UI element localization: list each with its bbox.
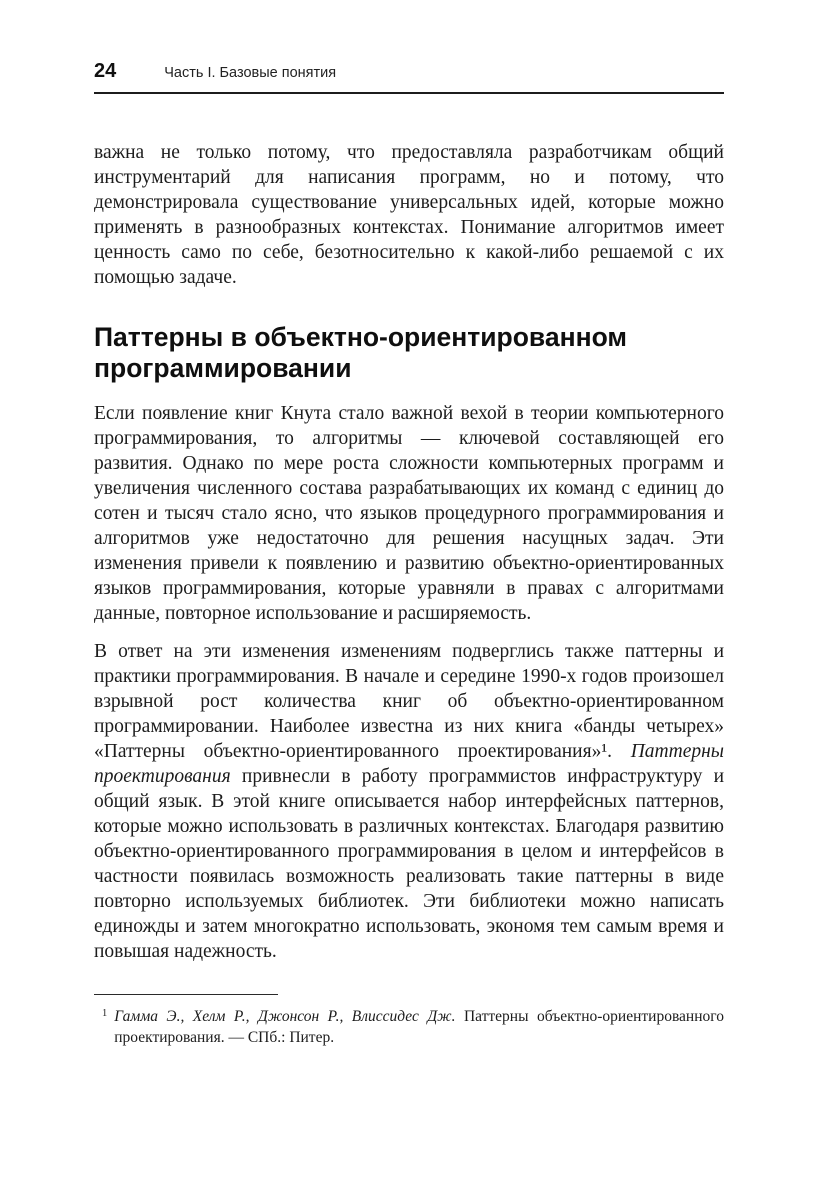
footnote-reference: Паттерны объектно-ориентированного проектирования. — СПб.: Питер.: [114, 1008, 724, 1046]
section-title: Часть I. Базовые понятия: [164, 65, 337, 81]
footnote-rule: [94, 994, 278, 995]
footnote-marker: 1: [102, 1008, 108, 1019]
paragraph-3: [94, 639, 724, 964]
paragraph-1: важна не только потому, что предоставляла разработчикам общий инструментарий для написания программ, но и потому, что демонстрировала существование универсальных идей, которые можно применять в разнообразных контекстах. Понимание алгоритмов имеет ценность само по себе, безотносительно к какой-либо решаемой с их помощью задаче.: [94, 142, 724, 288]
header-rule: [94, 92, 724, 94]
footnote-text: [114, 1006, 724, 1048]
section-heading: Паттерны в объектно-ориентированном программировании: [94, 322, 628, 383]
page-body: [94, 140, 724, 964]
footnote-area: [94, 994, 724, 1048]
running-head: [94, 0, 724, 83]
paragraph-3-text-before: В ответ на эти изменения изменениям подверглись также паттерны и практики программирования. В начале и середине 1990-х годов произошел взрывной рост количества книг об объектно-ориентированном программировании. Наиболее известна из них книга «банды четырех» «Паттерны объектно-ориентированного проектирования»¹.: [94, 641, 724, 762]
paragraph-2: Если появление книг Кнута стало важной вехой в теории компьютерного программирования, то алгоритмы — ключевой составляющей его развития. Однако по мере роста сложности компьютерных программ и увеличения численного состава разрабатывающих их команд с единиц до сотен и тысяч стало ясно, что языков процедурного программирования и алгоритмов уже недостаточно для решения насущных задач. Эти изменения привели к появлению и развитию объектно-ориентированных языков программирования, которые уравняли в правах с алгоритмами данные, повторное использование и расширяемость.: [94, 403, 724, 624]
paragraph-3-italic-term: Паттерны проектирования: [94, 741, 724, 787]
paragraph-3-text-after: привнесли в работу программистов инфраструктуру и общий язык. В этой книге описывается набор интерфейсных паттернов, которые можно использовать в различных контекстах. Благодаря развитию объектно-ориентированного программирования в целом и интерфейсов в частности появилась возможность реализовать такие паттерны в виде повторно используемых библиотек. Эти библиотеки можно написать единожды и затем многократно использовать, экономя тем самым время и повышая надежность.: [94, 766, 724, 962]
page-content: [94, 0, 724, 1048]
page-number: 24: [94, 60, 117, 82]
footnote: [94, 1006, 724, 1048]
footnote-authors: Гамма Э., Хелм Р., Джонсон Р., Влиссидес Дж.: [114, 1008, 456, 1025]
